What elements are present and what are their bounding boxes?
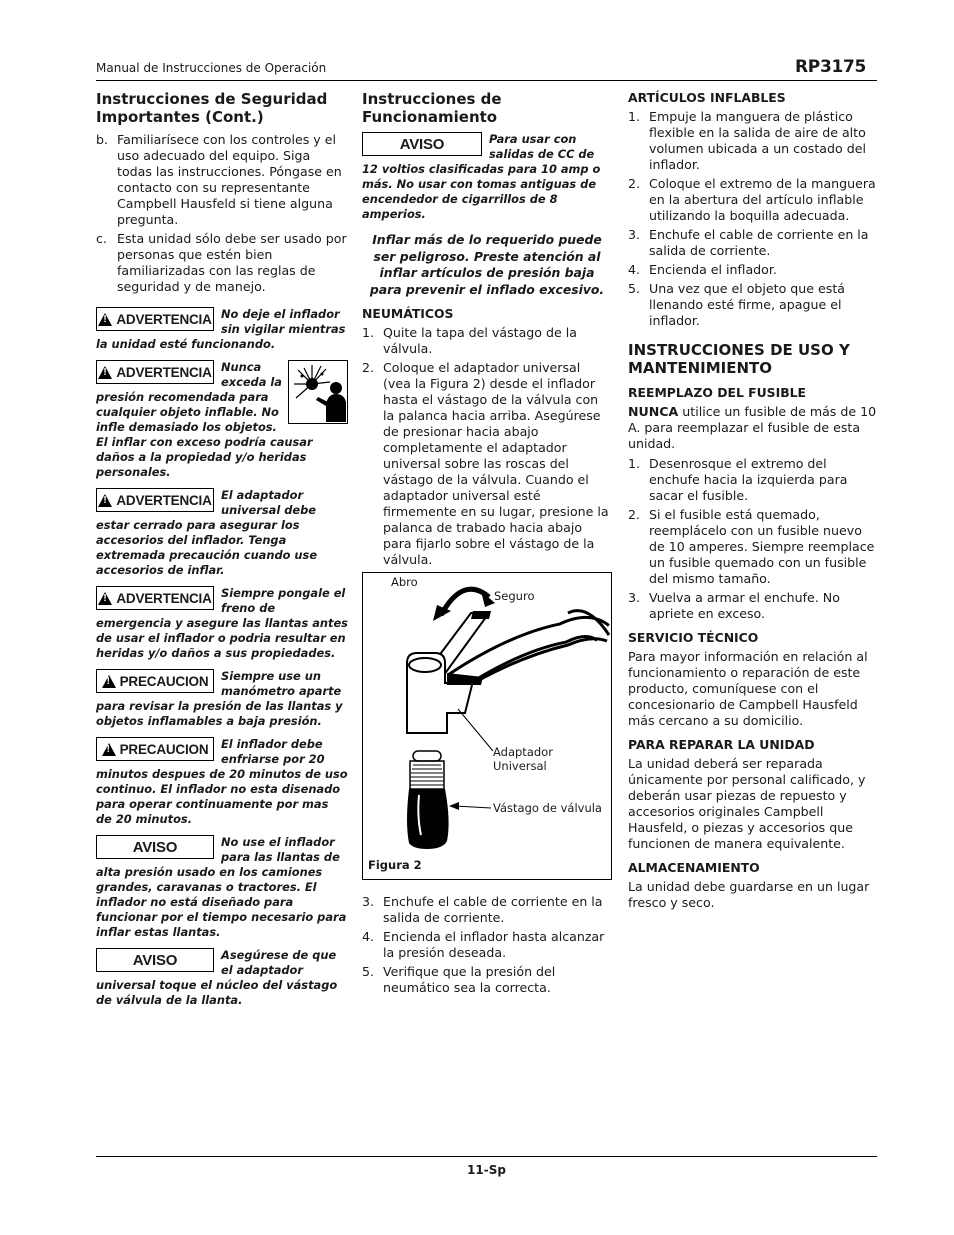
- step-text: Enchufe el cable de corriente en la salida de corriente.: [383, 894, 603, 925]
- warning-triangle-icon: [98, 313, 112, 326]
- list-item: [96, 132, 348, 228]
- notice-badge: AVISO: [362, 132, 482, 156]
- step-number: 1.: [628, 456, 641, 471]
- step-text: Enchufe el cable de corriente en la salida de corriente.: [649, 227, 869, 258]
- step-text: Verifique que la presión del neumático sea la correcta.: [383, 964, 556, 995]
- figure-2: [362, 572, 612, 880]
- footer-rule: [96, 1156, 877, 1157]
- badge-label: ADVERTENCIA: [116, 364, 212, 380]
- operation-heading: Instrucciones de Funcionamiento: [362, 90, 502, 126]
- model-number: RP3175: [795, 57, 867, 77]
- page-number: 11-Sp: [467, 1163, 506, 1177]
- column-maintenance: [628, 90, 878, 915]
- step-number: 4.: [628, 262, 641, 277]
- label-vastago: Vástago de válvula: [493, 801, 602, 815]
- list-item: [362, 929, 612, 961]
- warning-badge: [96, 586, 214, 610]
- fuse-steps: [628, 456, 878, 622]
- step-number: 2.: [628, 507, 641, 522]
- item-text: Esta unidad sólo debe ser usado por personas que estén bien familiarizadas con las reglas de seguridad y de manejo.: [117, 231, 347, 294]
- warning-badge: [96, 360, 214, 384]
- step-text: Desenrosque el extremo del enchufe hacia la izquierda para sacar el fusible.: [649, 456, 848, 503]
- warning-text: Nunca exceda la presión recomendada para cualquier objeto inflable. No infle demasiado los objetos. El inflar con exceso podría causar daños a la propiedad y/o heridas personales.: [96, 360, 313, 479]
- manual-title: Manual de Instrucciones de Operación: [96, 61, 327, 75]
- list-item: [362, 894, 612, 926]
- step-number: 3.: [362, 894, 375, 909]
- warning-triangle-icon: [98, 494, 112, 507]
- step-number: 2.: [628, 176, 641, 191]
- list-item: [96, 231, 348, 295]
- list-item: [628, 176, 878, 224]
- step-text: Una vez que el objeto que está llenando esté firme, apague el inflador.: [649, 281, 845, 328]
- badge-label: PRECAUCION: [119, 741, 209, 757]
- list-item: [628, 109, 878, 173]
- notice-text: Asegúrese de que el adaptador universal toque el núcleo del vástago de válvula de la llanta.: [96, 948, 338, 1007]
- fuse-never: NUNCA: [628, 404, 679, 419]
- step-number: 2.: [362, 360, 375, 375]
- list-item: [628, 590, 878, 622]
- notice-text: Para usar con salidas de CC de 12 voltios clasificadas para 10 amp o más. No usar con tomas antiguas de encendedor de cigarrillos de 8 amperios.: [362, 132, 601, 221]
- step-number: 3.: [628, 227, 641, 242]
- notice-block: [362, 132, 612, 222]
- tire-steps-continued: [362, 894, 612, 996]
- figure-caption: Figura 2: [368, 858, 422, 872]
- list-item: [628, 281, 878, 329]
- list-item: [628, 227, 878, 259]
- list-item: [628, 262, 878, 278]
- warning-text: Siempre pongale el freno de emergencia y asegure las llantas antes de usar el inflador o podria resultar en heridas y/o daños a sus propiedades.: [96, 586, 348, 660]
- step-number: 1.: [628, 109, 641, 124]
- repair-text: La unidad deberá ser reparada únicamente por personal calificado, y deberán usar piezas de repuesto y accesorios originales Campbell Hausfeld, o piezas y accesorios que funcionen de manera equivalente.: [628, 756, 866, 851]
- badge-label: PRECAUCION: [119, 673, 209, 689]
- safety-list: [96, 132, 348, 295]
- column-safety: [96, 90, 348, 1014]
- adapter-illustration: [363, 573, 611, 879]
- explosion-hazard-icon: [288, 360, 348, 424]
- header-rule: [96, 80, 877, 81]
- badge-label: ADVERTENCIA: [116, 492, 212, 508]
- safety-heading: Instrucciones de Seguridad Importantes (Cont.): [96, 90, 328, 126]
- warning-text: No deje el inflador sin vigilar mientras la unidad esté funcionando.: [96, 307, 346, 351]
- caution-block: [96, 737, 348, 827]
- item-marker: c.: [96, 231, 107, 246]
- list-item: [362, 964, 612, 996]
- notice-text: No use el inflador para las llantas de alta presión usado en los camiones grandes, caravanas o tractores. El inflador no está diseñado para funcionar por el tiempo necesario para inflar estas llantas.: [96, 835, 347, 939]
- step-text: Coloque el extremo de la manguera en la abertura del artículo inflable utilizando la boquilla adecuada.: [649, 176, 876, 223]
- maintenance-heading: INSTRUCCIONES DE USO Y MANTENIMIENTO: [628, 341, 850, 377]
- list-item: [362, 325, 612, 357]
- warning-triangle-icon: [102, 675, 116, 688]
- badge-label: ADVERTENCIA: [116, 590, 212, 606]
- caution-text: Siempre use un manómetro aparte para revisar la presión de las llantas y objetos inflamables a baja presión.: [96, 669, 343, 728]
- step-text: Si el fusible está quemado, reemplácelo con un fusible nuevo de 10 amperes. Siempre reemplace un fusible quemado con un fusible del mismo tamaño.: [649, 507, 875, 586]
- step-number: 5.: [628, 281, 641, 296]
- list-item: [628, 456, 878, 504]
- step-number: 4.: [362, 929, 375, 944]
- notice-block: [96, 835, 348, 940]
- fuse-intro-text: utilice un fusible de más de 10 A. para reemplazar el fusible de esta unidad.: [628, 404, 877, 451]
- label-abro: Abro: [391, 575, 418, 589]
- warning-badge: [96, 307, 214, 331]
- list-item: [362, 360, 612, 568]
- warning-block: [96, 360, 348, 480]
- list-item: [628, 507, 878, 587]
- step-text: Vuelva a armar el enchufe. No apriete en exceso.: [649, 590, 840, 621]
- step-number: 5.: [362, 964, 375, 979]
- step-number: 1.: [362, 325, 375, 340]
- fuse-heading: REEMPLAZO DEL FUSIBLE: [628, 385, 807, 400]
- storage-text: La unidad debe guardarse en un lugar fresco y seco.: [628, 879, 870, 910]
- warning-triangle-icon: [98, 592, 112, 605]
- column-operation: [362, 90, 612, 999]
- overinflation-warning: Inflar más de lo requerido puede ser peligroso. Preste atención al inflar artículos de presión baja para prevenir el inflado excesivo.: [369, 232, 605, 297]
- caution-block: [96, 669, 348, 729]
- inflatables-steps: [628, 109, 878, 329]
- fuse-intro: [628, 404, 878, 452]
- service-heading: SERVICIO TÉCNICO: [628, 630, 759, 645]
- item-text: Familiarísece con los controles y el uso adecuado del equipo. Siga todas las instrucciones. Póngase en contacto con su representante Campbell Hausfeld si tiene alguna pregunta.: [117, 132, 342, 227]
- warning-triangle-icon: [102, 743, 116, 756]
- step-text: Empuje la manguera de plástico flexible en la salida de aire de alto volumen ubicada a un costado del inflador.: [649, 109, 866, 172]
- label-adaptador: Adaptador Universal: [493, 745, 553, 773]
- warning-block: [96, 307, 348, 352]
- item-marker: b.: [96, 132, 108, 147]
- warning-text: El adaptador universal debe estar cerrado para asegurar los accesorios del inflador. Tenga extremada precaución cuando use accesorios de inflar.: [96, 488, 318, 577]
- warning-block: [96, 586, 348, 661]
- repair-heading: PARA REPARAR LA UNIDAD: [628, 737, 815, 752]
- tire-steps: [362, 325, 612, 568]
- caution-badge: [96, 737, 214, 761]
- badge-label: ADVERTENCIA: [116, 311, 212, 327]
- step-number: 3.: [628, 590, 641, 605]
- warning-badge: [96, 488, 214, 512]
- service-text: Para mayor información en relación al funcionamiento o reparación de este producto, comuníquese con el concesionario de Campbell Hausfeld más cercano a su domicilio.: [628, 649, 868, 728]
- step-text: Coloque el adaptador universal (vea la Figura 2) desde el inflador hasta el vástago de la válvula con la palanca hacia arriba. Asegúrese de presionar hacia abajo completamente el adaptador universal sobre las roscas del vástago de la válvula. Cuando el adaptador universal esté firmemente en su lugar, presione la palanca de trabado hacia abajo para fijarlo sobre el vástago de la válvula.: [383, 360, 609, 567]
- caution-badge: [96, 669, 214, 693]
- warning-block: [96, 488, 348, 578]
- notice-badge: AVISO: [96, 948, 214, 972]
- notice-badge: AVISO: [96, 835, 214, 859]
- tires-heading: NEUMÁTICOS: [362, 306, 454, 321]
- notice-block: [96, 948, 348, 1008]
- storage-heading: ALMACENAMIENTO: [628, 860, 760, 875]
- step-text: Quite la tapa del vástago de la válvula.: [383, 325, 577, 356]
- caution-text: El inflador debe enfriarse por 20 minutos despues de 20 minutos de uso continuo. El inflador no esta disenado para operar continuamente por mas de 20 minutos.: [96, 737, 348, 826]
- inflatables-heading: ARTÍCULOS INFLABLES: [628, 90, 786, 105]
- step-text: Encienda el inflador.: [649, 262, 777, 277]
- label-seguro: Seguro: [494, 589, 535, 603]
- step-text: Encienda el inflador hasta alcanzar la presión deseada.: [383, 929, 605, 960]
- warning-triangle-icon: [98, 366, 112, 379]
